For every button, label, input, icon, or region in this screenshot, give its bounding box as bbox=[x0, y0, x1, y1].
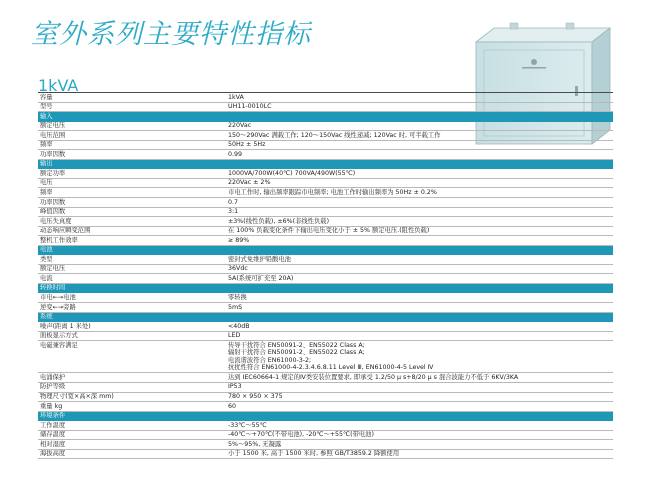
spec-label: 工作温度 bbox=[38, 421, 226, 431]
spec-label: 功率因数 bbox=[38, 198, 226, 208]
spec-value-line: 780 × 950 × 375 bbox=[228, 393, 283, 400]
spec-label: 整机工作效率 bbox=[38, 236, 226, 246]
spec-row bbox=[38, 331, 613, 341]
spec-row bbox=[38, 341, 613, 373]
section-fill bbox=[226, 112, 613, 122]
spec-label: 噪声(距离 1 米处) bbox=[38, 322, 226, 332]
spec-row bbox=[38, 449, 613, 459]
section-fill bbox=[226, 312, 613, 322]
spec-value bbox=[226, 188, 613, 198]
spec-value bbox=[226, 102, 613, 112]
spec-label: 逆变←→旁路 bbox=[38, 303, 226, 313]
spec-value-line: <40dB bbox=[228, 322, 250, 330]
spec-row bbox=[38, 188, 613, 198]
section-title: 环境条件 bbox=[38, 411, 226, 421]
spec-value-line: 1kVA bbox=[228, 93, 244, 101]
section-header bbox=[38, 312, 613, 322]
spec-value bbox=[226, 93, 613, 102]
spec-label: 电压 bbox=[38, 178, 226, 188]
spec-row bbox=[38, 150, 613, 160]
spec-value-line: 5%～95%, 无凝露 bbox=[228, 440, 282, 448]
section-header bbox=[38, 411, 613, 421]
spec-label: 频率 bbox=[38, 140, 226, 150]
spec-label: 额定电压 bbox=[38, 264, 226, 274]
spec-value-line: 5mS bbox=[228, 303, 243, 311]
spec-label: 电涌保护 bbox=[38, 373, 226, 383]
spec-label: 额定功率 bbox=[38, 169, 226, 179]
spec-value-line: ±3%(线性负载), ±6%(非线性负载) bbox=[228, 217, 330, 225]
spec-row bbox=[38, 217, 613, 227]
spec-label: 重量 kg bbox=[38, 402, 226, 412]
section-header bbox=[38, 159, 613, 169]
spec-row bbox=[38, 303, 613, 313]
spec-value bbox=[226, 373, 613, 383]
spec-value bbox=[226, 402, 613, 412]
section-title: 输出 bbox=[38, 159, 226, 169]
spec-row bbox=[38, 293, 613, 303]
spec-label: 类型 bbox=[38, 255, 226, 265]
spec-value-line: UH11-0010LC bbox=[228, 103, 272, 111]
spec-value bbox=[226, 421, 613, 431]
spec-label: 型号 bbox=[38, 102, 226, 112]
spec-value bbox=[226, 293, 613, 303]
spec-value bbox=[226, 198, 613, 208]
spec-value-line: 36Vdc bbox=[228, 265, 248, 273]
spec-value-line: -40℃～+70℃(不带电池), -20℃～+55℃(带电池) bbox=[228, 431, 374, 439]
spec-value-line: 零转换 bbox=[228, 293, 247, 301]
spec-row bbox=[38, 93, 613, 102]
spec-label: 物理尺寸(宽×高×深 mm) bbox=[38, 392, 226, 402]
spec-value-line: 电流谐波符合 EN61000-3-2; bbox=[228, 356, 312, 364]
spec-label: 海拔高度 bbox=[38, 449, 226, 459]
spec-row bbox=[38, 382, 613, 392]
spec-value bbox=[226, 131, 613, 141]
spec-value bbox=[226, 264, 613, 274]
spec-row bbox=[38, 322, 613, 332]
spec-value bbox=[226, 121, 613, 131]
spec-row bbox=[38, 255, 613, 265]
spec-value-line: 3:1 bbox=[228, 208, 239, 216]
spec-value bbox=[226, 303, 613, 313]
spec-value-line: IP53 bbox=[228, 383, 242, 391]
spec-value bbox=[226, 255, 613, 265]
spec-label: 容量 bbox=[38, 93, 226, 102]
spec-value bbox=[226, 430, 613, 440]
section-header bbox=[38, 112, 613, 122]
spec-row bbox=[38, 421, 613, 431]
spec-row bbox=[38, 121, 613, 131]
spec-value bbox=[226, 449, 613, 459]
spec-value bbox=[226, 226, 613, 236]
spec-value-line: 150～290Vac 满载工作; 120～150Vac 线性递减; 120Vac 时, 可半载工作 bbox=[228, 131, 441, 139]
spec-value bbox=[226, 236, 613, 246]
spec-row bbox=[38, 169, 613, 179]
spec-value bbox=[226, 150, 613, 160]
spec-value-line: 60 bbox=[228, 402, 237, 410]
spec-value bbox=[226, 274, 613, 284]
section-header bbox=[38, 245, 613, 255]
spec-value-line: 密封式免维护铅酸电池 bbox=[228, 255, 291, 263]
spec-row bbox=[38, 140, 613, 150]
spec-row bbox=[38, 440, 613, 450]
page-title: 室外系列主要特性指标 bbox=[31, 19, 311, 50]
spec-row bbox=[38, 392, 613, 402]
spec-value-line: 220Vac bbox=[228, 122, 252, 130]
spec-row bbox=[38, 264, 613, 274]
spec-value bbox=[226, 140, 613, 150]
spec-row bbox=[38, 430, 613, 440]
spec-value bbox=[226, 392, 613, 402]
spec-value-line: 抗扰性符合 EN61000-4-2.3.4.6.8.11 Level Ⅲ, EN61000-4-5 Level Ⅳ bbox=[228, 364, 434, 372]
spec-label: 相对湿度 bbox=[38, 440, 226, 450]
section-fill bbox=[226, 245, 613, 255]
spec-row bbox=[38, 131, 613, 141]
section-fill bbox=[226, 283, 613, 293]
spec-value-line: 传导干扰符合 EN50091-2、EN55022 Class A; bbox=[228, 341, 365, 349]
spec-label: 电磁兼容满足 bbox=[38, 341, 226, 373]
spec-row bbox=[38, 373, 613, 383]
spec-label: 市电←→电池 bbox=[38, 293, 226, 303]
section-title: 电池 bbox=[38, 245, 226, 255]
spec-label: 电压失真度 bbox=[38, 217, 226, 227]
spec-row bbox=[38, 402, 613, 412]
spec-table bbox=[38, 93, 613, 459]
model-heading: 1kVA bbox=[38, 76, 79, 95]
spec-label: 频率 bbox=[38, 188, 226, 198]
spec-label: 储存温度 bbox=[38, 430, 226, 440]
spec-value-line: 小于 1500 米, 高于 1500 米时, 参照 GB/T3859.2 降额使用 bbox=[228, 450, 400, 458]
spec-label: 电压范围 bbox=[38, 131, 226, 141]
spec-value-line: 辐射干扰符合 EN50091-2、EN55022 Class A; bbox=[228, 349, 365, 357]
section-title: 转换时间 bbox=[38, 283, 226, 293]
spec-label: 额定电压 bbox=[38, 121, 226, 131]
spec-row bbox=[38, 198, 613, 208]
spec-value-line: ≥ 89% bbox=[228, 236, 250, 244]
section-title: 系统 bbox=[38, 312, 226, 322]
spec-value-line: 达到 IEC60664-1 规定的Ⅳ类安装位置要求, 即承受 1.2/50 μ s+8/20 μ s 混合波能力不低于 6KV/3KA bbox=[228, 373, 519, 381]
spec-value bbox=[226, 382, 613, 392]
spec-label: 面板显示方式 bbox=[38, 331, 226, 341]
spec-value bbox=[226, 440, 613, 450]
spec-row bbox=[38, 207, 613, 217]
spec-value-line: 0.7 bbox=[228, 198, 239, 206]
spec-row bbox=[38, 102, 613, 112]
section-header bbox=[38, 283, 613, 293]
spec-value bbox=[226, 178, 613, 188]
spec-label: 功率因数 bbox=[38, 150, 226, 160]
spec-value-line: 50Hz ± 5Hz bbox=[228, 141, 266, 149]
spec-label: 动态响应瞬变范围 bbox=[38, 226, 226, 236]
spec-row bbox=[38, 236, 613, 246]
spec-label: 电流 bbox=[38, 274, 226, 284]
section-fill bbox=[226, 411, 613, 421]
spec-value-line: 在 100% 负载变化条件下输出电压变化小于 ± 5% 额定电压.(阻性负载) bbox=[228, 227, 430, 235]
spec-value-line: -33℃～55℃ bbox=[228, 421, 267, 429]
spec-row bbox=[38, 178, 613, 188]
spec-value-line: 1000VA/700W(40℃) 700VA/490W(55℃) bbox=[228, 169, 356, 177]
spec-value bbox=[226, 169, 613, 179]
spec-value-line: 市电工作时, 输出频率跟踪市电频率; 电池工作时输出频率为 50Hz ± 0.2% bbox=[228, 188, 437, 196]
spec-value-line: 0.99 bbox=[228, 150, 243, 158]
spec-row bbox=[38, 226, 613, 236]
spec-value bbox=[226, 322, 613, 332]
spec-value-line: 5A(系统可扩充至 20A) bbox=[228, 274, 294, 282]
spec-row bbox=[38, 274, 613, 284]
spec-value-line: LED bbox=[228, 332, 241, 340]
spec-value bbox=[226, 331, 613, 341]
spec-value bbox=[226, 341, 613, 373]
spec-label: 防护等级 bbox=[38, 382, 226, 392]
spec-value bbox=[226, 207, 613, 217]
spec-value bbox=[226, 217, 613, 227]
spec-value-line: 220Vac ± 2% bbox=[228, 179, 271, 187]
section-fill bbox=[226, 159, 613, 169]
section-title: 输入 bbox=[38, 112, 226, 122]
spec-label: 峰值因数 bbox=[38, 207, 226, 217]
